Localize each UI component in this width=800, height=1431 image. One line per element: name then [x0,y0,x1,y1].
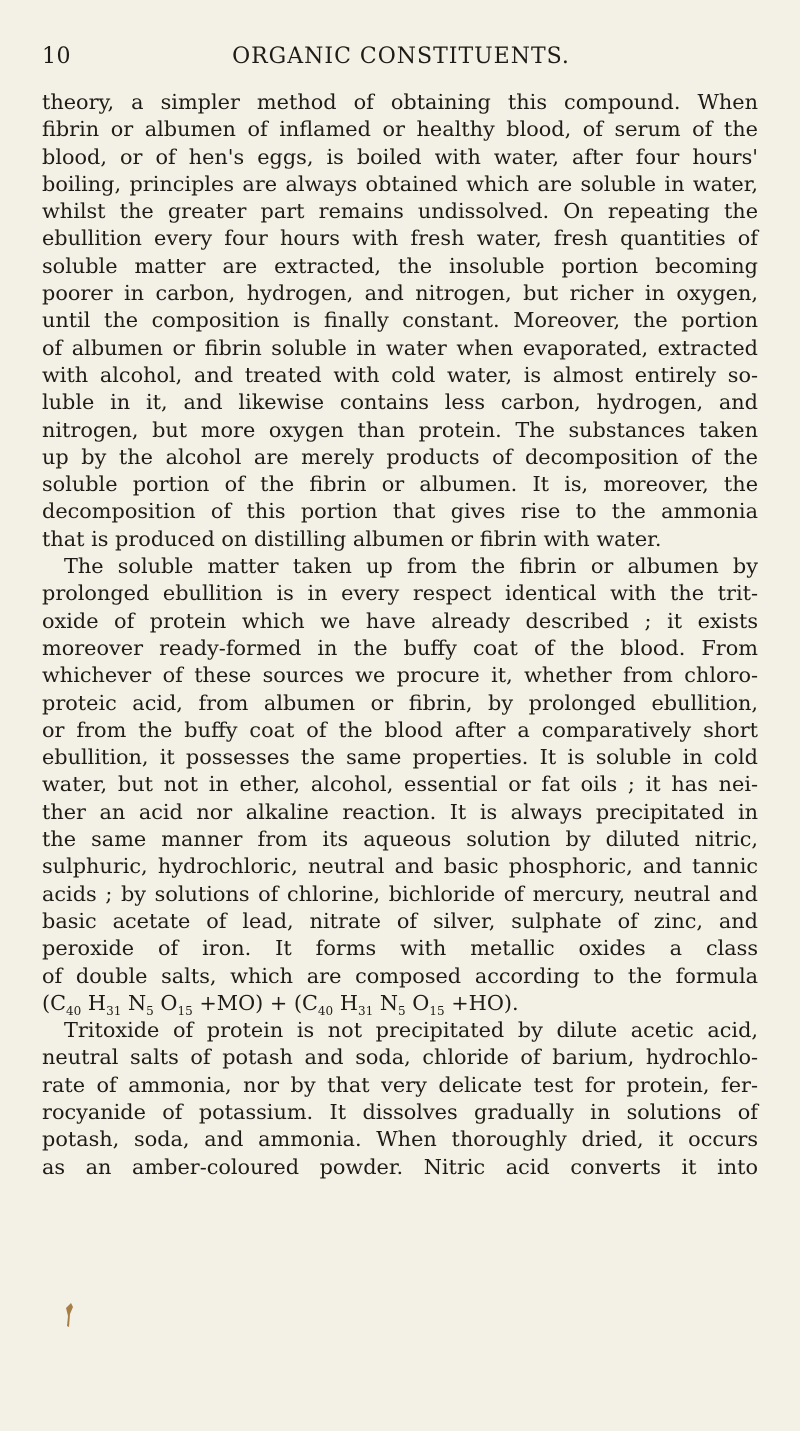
text-line: ther an acid nor alkaline reaction. It is always precipitated in [42,799,758,824]
chemical-formula: ($C_{40}$ $H_{31}$ $N_5$ $O_{15} +MO) + (C_{40}$ $H_{31}$ $N_5$ $O_{15} +HO$). [42,990,519,1018]
text-line: basic acetate of lead, nitrate of silver, sulphate of zinc, and [42,908,758,933]
text-line: or from the buffy coat of the blood after a comparatively short [42,717,758,742]
body-text [42,89,758,1181]
running-title: ORGANIC CONSTITUENTS. [232,44,570,69]
text-line: whichever of these sources we procure it, whether from chloro- [42,663,758,688]
text-line: acids ; by solutions of chlorine, bichloride of mercury, neutral and [42,881,758,906]
text-line: ebullition, it possesses the same properties. It is soluble in cold [42,745,758,770]
text-line: until the composition is finally constant. Moreover, the portion [42,308,758,333]
text-line: theory, a simpler method of obtaining this compound. When [42,90,758,114]
text-line: nitrogen, but more oxygen than protein. The substances taken [42,417,758,442]
text-line: as an amber-coloured powder. Nitric acid converts it into [42,1154,758,1179]
text-line: ebullition every four hours with fresh water, fresh quantities of [42,226,758,251]
text-line: rocyanide of potassium. It dissolves gradually in solutions of [42,1099,758,1124]
text-line: soluble matter are extracted, the insoluble portion becoming [42,253,758,278]
text-line: blood, or of hen's eggs, is boiled with water, after four hours' [42,144,758,169]
text-line: with alcohol, and treated with cold water, is almost entirely so- [42,362,758,387]
text-line: luble in it, and likewise contains less carbon, hydrogen, and [42,390,758,415]
text-line: up by the alcohol are merely products of decomposition of the [42,444,758,469]
text-line: moreover ready-formed in the buffy coat of the blood. From [42,635,758,660]
paragraph-2 [42,553,758,1017]
text-line: The soluble matter taken up from the fibrin or albumen by [64,554,758,579]
page-number: 10 [42,44,71,69]
text-line: peroxide of iron. It forms with metallic oxides a class [42,936,758,961]
text-line: water, but not in ether, alcohol, essential or fat oils ; it has nei- [42,772,758,797]
text-line: neutral salts of potash and soda, chloride of barium, hydrochlo- [42,1045,758,1070]
text-line: potash, soda, and ammonia. When thoroughly dried, it occurs [42,1127,758,1152]
text-line: decomposition of this portion that gives rise to the ammonia [42,499,758,524]
text-line: of double salts, which are composed according to the formula [42,963,758,988]
text-line: sulphuric, hydrochloric, neutral and basic phosphoric, and tannic [42,854,758,879]
text-line: whilst the greater part remains undissolved. On repeating the [42,199,758,224]
text-line: Tritoxide of protein is not precipitated by dilute acetic acid, [64,1018,758,1043]
text-line: rate of ammonia, nor by that very delicate test for protein, fer- [42,1072,758,1097]
paragraph-1 [42,89,758,553]
text-line: proteic acid, from albumen or fibrin, by prolonged ebullition, [42,690,758,715]
page-header [42,44,760,78]
text-line: of albumen or fibrin soluble in water when evaporated, extracted [42,335,758,360]
text-line: poorer in carbon, hydrogen, and nitrogen, but richer in oxygen, [42,281,758,306]
text-line: the same manner from its aqueous solution by diluted nitric, [42,827,758,852]
ink-mark-icon [64,1302,74,1328]
text-line: fibrin or albumen of inflamed or healthy blood, of serum of the [42,117,758,142]
text-line: prolonged ebullition is in every respect identical with the trit- [42,581,758,606]
text-line: boiling, principles are always obtained which are soluble in water, [42,171,758,196]
paragraph-3 [42,1017,758,1181]
text-line: oxide of protein which we have already described ; it exists [42,608,758,633]
text-line: that is produced on distilling albumen or fibrin with water. [42,526,662,551]
text-line: soluble portion of the fibrin or albumen. It is, moreover, the [42,472,758,497]
